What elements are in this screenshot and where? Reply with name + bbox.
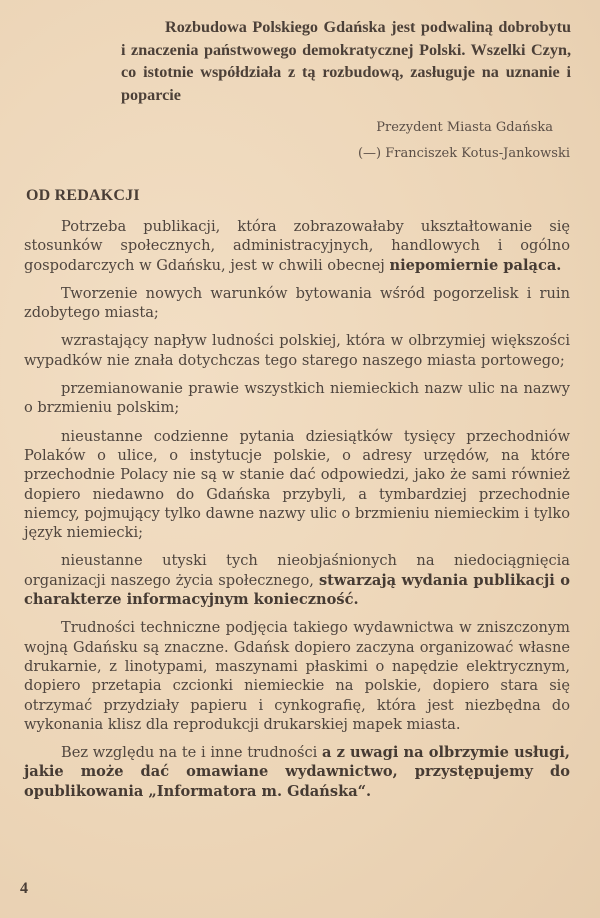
section-heading: OD REDAKCJI [26, 187, 140, 204]
paragraph: Trudności techniczne podjęcia takiego wydawnictwa w zniszczonym wojną Gdańsku są znaczne. Gdańsk dopiero zaczyna organizować własne drukarnie, z linotypami, maszynami płaskimi o napędzie elektrycznym, dopiero przetapia czcionki niemieckie na polskie, dopiero stara się otrzymać przydziały papieru i cynkografię, która jest niezbędna do wykonania klisz dla reprodukcji drukarskiej mapek miasta. [24, 619, 570, 733]
motto-text: Rozbudowa Polskiego Gdańska jest podwaliną dobrobytu i znaczenia państwowego demokratycznej Polski. Wszelki Czyn, co istotnie współdziała z tą rozbudową, zasługuje na uznanie i poparcie [121, 18, 571, 104]
motto-quote [121, 16, 571, 106]
paragraph: nieustanne utyski tych nieobjaśnionych na niedociągnięcia organizacji naszego życia społecznego, stwarzają wydania publikacji o charakterze informacyjnym konieczność. [24, 552, 570, 609]
signature-title: Prezydent Miasta Gdańska [376, 120, 553, 135]
signature-name: (—) Franciszek Kotus-Jankowski [357, 146, 570, 161]
editorial-body [24, 217, 570, 810]
paragraph: nieustanne codzienne pytania dziesiątków tysięcy przechodniów Polaków o ulice, o instytucje polskie, o adresy urzędów, na które przechodnie Polacy nie są w stanie dać odpowiedzi, jako że sami również dopiero niedawno do Gdańska przybyli, a tymbardziej przechodnie niemcy, pojmujący tylko dawne nazwy ulic o brzmieniu niemieckim i tylko język niemiecki; [24, 427, 570, 542]
paragraph: Tworzenie nowych warunków bytowania wśród pogorzelisk i ruin zdobytego miasta; [24, 284, 570, 322]
page-number: 4 [20, 880, 28, 897]
paragraph: wzrastający napływ ludności polskiej, która w olbrzymiej większości wypadków nie znała dotychczas tego starego naszego miasta portowego; [24, 332, 570, 369]
paragraph: Bez względu na te i inne trudności a z uwagi na olbrzymie usługi, jakie może dać omawiane wydawnictwo, przystępujemy do opublikowania „Informatora m. Gdańska“. [24, 744, 570, 800]
paragraph: Potrzeba publikacji, która zobrazowałaby ukształtowanie się stosunków społecznych, administracyjnych, handlowych i ogólno gospodarczych w Gdańsku, jest w chwili obecnej niepomiernie paląca. [24, 218, 570, 274]
paragraph: przemianowanie prawie wszystkich niemieckich nazw ulic na nazwy o brzmieniu polskim; [24, 380, 570, 417]
